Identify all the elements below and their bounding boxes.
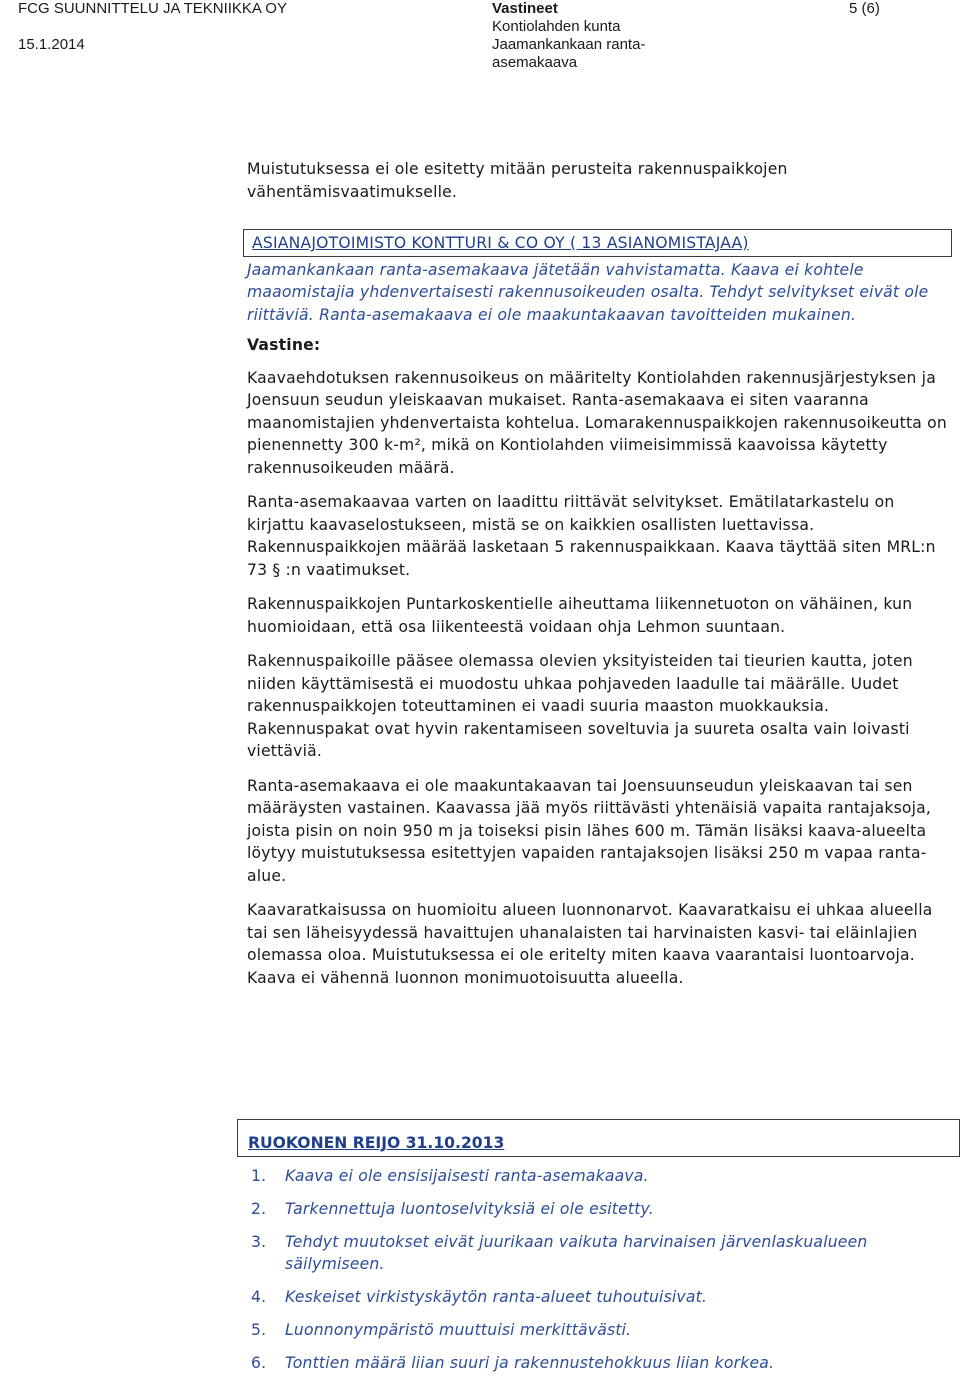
section1-statement: Jaamankankaan ranta-asemakaava jätetään vahvistamatta. Kaava ei kohtele maaomistajia yhdenvertaisesti rakennusoikeuden osalta. Tehdyt selvitykset eivät ole riittäviä. Ranta-asemakaava ei ole maakuntakaavan tavoitteiden mukainen. [247,260,929,324]
list-item-number: 4. [251,1288,267,1306]
intro-paragraph: Muistutuksessa ei ole esitetty mitään perusteita rakennuspaikkojen vähentämisvaatimukselle. [247,160,788,201]
response-paragraph: Kaavaratkaisussa on huomioitu alueen luonnonarvot. Kaavaratkaisu ei uhkaa alueella tai sen läheisyydessä havaittujen uhanalaisten tai harvinaisten kasvi- tai eläinlajien olemassa oloa. Muistutuksessa ei ole eritelty miten kaava vaarantaisi luontoarvoja. Kaava ei vähennä luonnon monimuotoisuutta alueella. [247,901,933,987]
page-header [0,0,960,80]
header-document-type: Vastineet [492,0,558,17]
list-item-text: Luonnonympäristö muuttuisi merkittävästi. [285,1321,632,1339]
header-plan-name-line2: asemakaava [492,54,578,71]
response-heading: Vastine: [247,336,321,354]
list-item [237,1198,960,1221]
header-plan-name-line1: Jaamankankaan ranta- [492,36,646,53]
list-item-number: 3. [251,1232,267,1251]
list-item [237,1319,960,1342]
objection-list [237,1165,960,1375]
list-item [237,1352,960,1375]
list-item-text: Kaava ei ole ensisijaisesti ranta-asemakaava. [285,1166,649,1185]
list-item-text: Tarkennettuja luontoselvityksiä ei ole esitetty. [285,1199,654,1218]
list-item-number: 1. [251,1166,267,1185]
list-item [237,1231,960,1276]
header-organization: FCG SUUNNITTELU JA TEKNIIKKA OY [18,0,287,17]
list-item [237,1286,960,1309]
document-body [247,158,952,1001]
response-paragraph: Ranta-asemakaava ei ole maakuntakaavan tai Joensuunseudun yleiskaavan tai sen määräysten vastainen. Kaavassa jää myös riittävästi yhtenäisiä vapaita rantajaksoja, joista pisin on noin 950 m ja toiseksi pisin lähes 600 m. Tämän lisäksi kaava-alueelta löytyy muistutuksessa esitettyjen vapaiden rantajaksojen lisäksi 250 m vapaa ranta-alue. [247,776,932,885]
section2-title: RUOKONEN REIJO 31.10.2013 [237,1119,960,1157]
header-document-info [492,0,645,72]
list-item-number: 6. [251,1354,267,1372]
list-item [237,1165,960,1188]
list-item-number: 5. [251,1321,267,1339]
header-page-number: 5 (6) [849,0,880,17]
response-paragraph: Rakennuspaikoille pääsee olemassa olevien yksityisteiden tai tieurien kautta, joten niiden käyttämisestä ei muodostu uhkaa pohjaveden laadulle tai määrälle. Uudet rakennuspaikkojen toteuttaminen ei vaadi suuria maaston muokkauksia. Rakennuspakat ovat hyvin rakentamiseen soveltuvia ja suureta osalta vain loivasti viettäviä. [247,652,913,760]
header-municipality: Kontiolahden kunta [492,18,621,35]
list-item-number: 2. [251,1199,267,1218]
list-item-text: Keskeiset virkistyskäytön ranta-alueet tuhoutuisivat. [285,1288,708,1306]
list-item-text: Tehdyt muutokset eivät juurikaan vaikuta harvinaisen järvenlaskualueen säilymiseen. [285,1232,868,1273]
section2 [237,1119,960,1382]
response-paragraph: Rakennuspaikkojen Puntarkoskentielle aiheuttama liikennetuoton on vähäinen, kun huomioidaan, että osa liikenteestä voidaan ohja Lehmon suuntaan. [247,595,913,636]
section1-title: ASIANAJOTOIMISTO KONTTURI & CO OY ( 13 ASIANOMISTAJAA) [243,229,952,257]
response-paragraph: Kaavaehdotuksen rakennusoikeus on määritelty Kontiolahden rakennusjärjestyksen ja Joensuun seudun yleiskaavan mukaiset. Ranta-asemakaava ei siten vaaranna maanomistajien yhdenvertaista kohtelua. Lomarakennuspaikkojen rakennusoikeutta on pienennetty 300 k-m², mikä on Kontiolahden viimeisimmissä kaavoissa käytetty rakennusoikeuden määrä. [247,368,948,477]
response-paragraph: Ranta-asemakaavaa varten on laadittu riittävät selvitykset. Emätilatarkastelu on kirjattu kaavaselostukseen, mistä se on kaikkien osallisten luettavissa. Rakennuspaikkojen määrää lasketaan 5 rakennuspaikkaan. Kaava täyttää siten MRL:n 73 § :n vaatimukset. [247,493,936,579]
list-item-text: Tonttien määrä liian suuri ja rakennustehokkuus liian korkea. [285,1354,775,1372]
header-date: 15.1.2014 [18,36,85,53]
